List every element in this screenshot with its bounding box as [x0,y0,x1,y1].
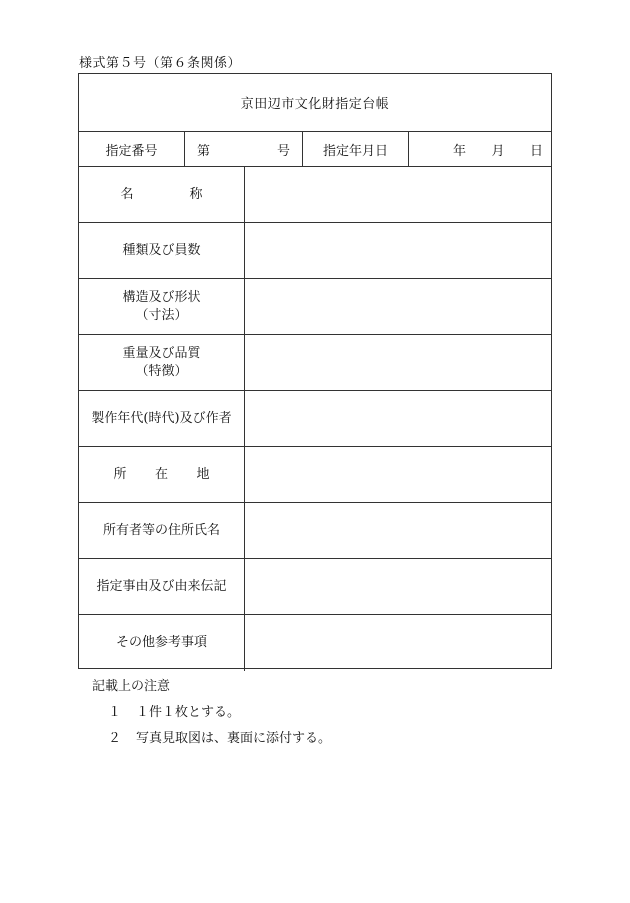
registry-title: 京田辺市文化財指定台帳 [79,74,551,132]
era-author-value-cell[interactable] [245,391,551,446]
weight-value-cell[interactable] [245,335,551,390]
structure-label-line2: （寸法） [135,307,188,323]
row-name [79,167,551,223]
registry-table [78,73,552,669]
note-text: １件１枚とする。 [136,705,241,720]
weight-label-line2: （特徴） [135,363,188,379]
row-location [79,447,551,503]
era-author-text: 製作年代(時代)及び作者 [91,410,232,426]
note-number: ２ [108,731,122,746]
day-label: 日 [529,143,543,159]
structure-value-cell[interactable] [245,279,551,334]
location-label-b: 在 [154,466,168,482]
designation-meta-row [79,132,551,167]
row-era-author [79,391,551,447]
number-suffix: 号 [276,143,290,159]
row-structure [79,279,551,335]
type-count-value-cell[interactable] [245,223,551,278]
row-weight [79,335,551,391]
weight-label-line1: 重量及び品質 [122,345,201,361]
row-other [79,615,551,671]
month-label: 月 [491,143,505,159]
designation-date-field[interactable] [409,132,551,166]
owner-value-cell[interactable] [245,503,551,558]
notes-heading: 記載上の注意 [92,679,171,694]
weight-label [79,335,245,390]
reason-value-cell[interactable] [245,559,551,614]
form-number-label: 様式第５号（第６条関係） [79,56,242,71]
location-label-c: 地 [196,466,210,482]
type-count-text: 種類及び員数 [122,242,201,258]
era-author-label [79,391,245,446]
location-label [79,447,245,502]
name-value-cell[interactable] [245,167,551,222]
reason-text: 指定事由及び由来伝記 [96,578,227,594]
name-label-a: 名 [120,186,134,202]
note-item [92,728,331,750]
year-label: 年 [453,143,467,159]
note-number: １ [108,705,122,720]
other-value-cell[interactable] [245,615,551,671]
owner-label [79,503,245,558]
notes-section [92,676,331,750]
reason-label [79,559,245,614]
designation-number-field[interactable] [185,132,303,166]
structure-label-line1: 構造及び形状 [122,289,201,305]
row-owner [79,503,551,559]
owner-text: 所有者等の住所氏名 [102,522,220,538]
other-text: その他参考事項 [115,635,207,650]
other-label [79,615,245,671]
location-label-a: 所 [113,466,127,482]
number-prefix: 第 [197,143,211,159]
designation-number-label: 指定番号 [79,132,185,166]
type-count-label [79,223,245,278]
name-label [79,167,245,222]
structure-label [79,279,245,334]
name-label-b: 称 [189,186,203,202]
row-type-count [79,223,551,279]
note-item [92,702,331,724]
location-value-cell[interactable] [245,447,551,502]
note-text: 写真見取図は、裏面に添付する。 [136,731,332,746]
designation-date-label: 指定年月日 [303,132,409,166]
row-reason [79,559,551,615]
